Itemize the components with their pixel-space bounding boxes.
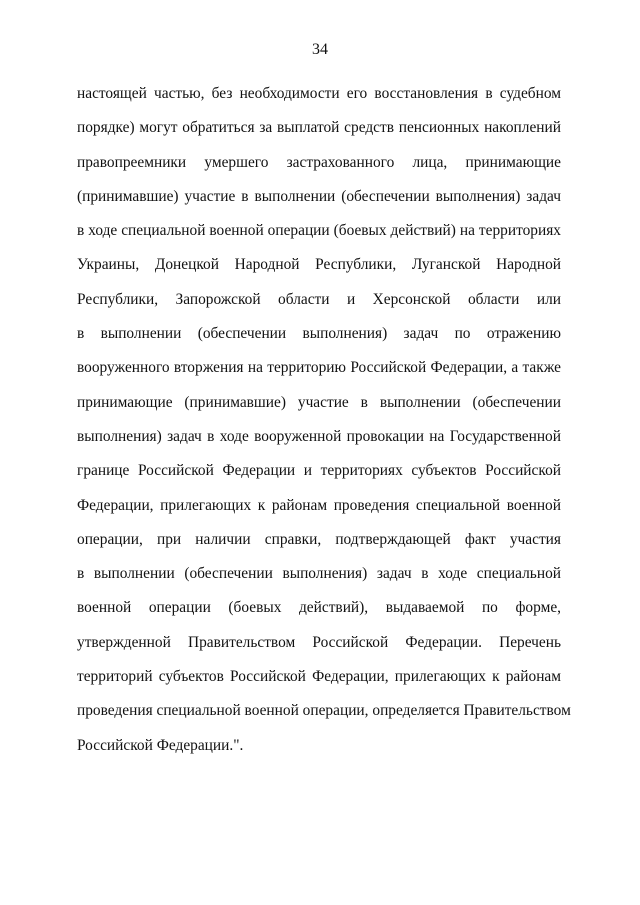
- text-line: правопреемники умершего застрахованного лица, принимающие: [77, 153, 561, 171]
- text-line: военной операции (боевых действий), выдаваемой по форме,: [77, 599, 561, 617]
- text-line: в выполнении (обеспечении выполнения) задач в ходе специальной: [77, 565, 561, 583]
- text-line-last: Российской Федерации.".: [77, 736, 244, 754]
- text-line: в ходе специальной военной операции (боевых действий) на территориях: [77, 222, 561, 240]
- text-line: проведения специальной военной операции, определяется Правительством: [77, 702, 571, 720]
- text-line: утвержденной Правительством Российской Федерации. Перечень: [77, 633, 561, 651]
- text-line: настоящей частью, без необходимости его восстановления в судебном: [77, 85, 561, 102]
- text-line: Республики, Запорожской области и Херсонской области или: [77, 290, 561, 308]
- text-line: операции, при наличии справки, подтверждающей факт участия: [77, 530, 561, 548]
- text-line: Федерации, прилегающих к районам проведения специальной военной: [77, 496, 561, 514]
- page-number: 34: [312, 41, 328, 58]
- text-line: (принимавшие) участие в выполнении (обеспечении выполнения) задач: [77, 187, 561, 205]
- text-line: границе Российской Федерации и территориях субъектов Российской: [77, 462, 561, 480]
- text-line: выполнения) задач в ходе вооруженной провокации на Государственной: [77, 427, 561, 445]
- text-line: вооруженного вторжения на территорию Российской Федерации, а также: [77, 359, 561, 377]
- text-line: порядке) могут обратиться за выплатой средств пенсионных накоплений: [77, 119, 561, 137]
- text-line: принимающие (принимавшие) участие в выполнении (обеспечении: [77, 393, 561, 411]
- text-line: в выполнении (обеспечении выполнения) задач по отражению: [77, 325, 561, 343]
- document-body: [77, 77, 571, 763]
- text-line: территорий субъектов Российской Федерации, прилегающих к районам: [77, 668, 561, 686]
- text-line: Украины, Донецкой Народной Республики, Луганской Народной: [77, 256, 561, 274]
